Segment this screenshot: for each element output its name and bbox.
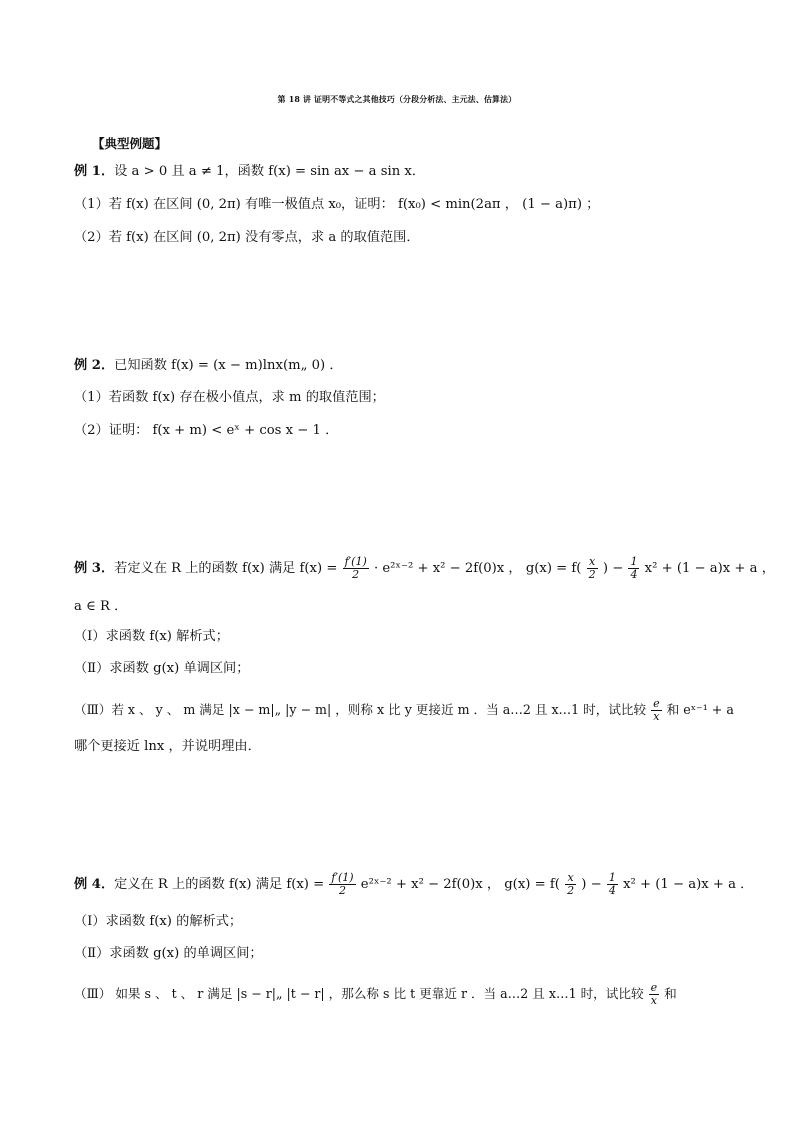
example-3-text-a: 若定义在 R 上的函数 f(x) 满足 f(x) = bbox=[114, 561, 338, 576]
fraction-denominator: 2 bbox=[588, 568, 596, 581]
example-2-part-1: （1）若函数 f(x) 存在极小值点，求 m 的取值范围； bbox=[74, 390, 385, 405]
example-3-text-c: ) − bbox=[602, 561, 624, 576]
example-3-text-b: · e²ˣ⁻² + x² − 2f(0)x ， g(x) = f( bbox=[373, 561, 582, 576]
example-4-label: 例 4． bbox=[74, 877, 115, 892]
example-4-part-3 bbox=[74, 982, 677, 1007]
fraction-f-prime bbox=[343, 556, 369, 581]
example-2-label: 例 2． bbox=[74, 358, 115, 373]
example-2-statement: 已知函数 f(x) = (x − m)lnx(m„ 0) ． bbox=[114, 358, 343, 373]
fraction-one-quarter bbox=[628, 556, 639, 581]
fraction-one-quarter bbox=[607, 872, 618, 897]
example-4-text-c: ) − bbox=[581, 877, 602, 892]
example-2-intro bbox=[74, 357, 343, 375]
example-2-part-2: （2）证明： f(x + m) < eˣ + cos x − 1 ． bbox=[74, 423, 339, 438]
example-3-text-d: x² + (1 − a)x + a ， bbox=[644, 561, 775, 576]
fraction-e-over-x bbox=[649, 982, 660, 1007]
section-label: 【典型例题】 bbox=[92, 136, 168, 151]
example-3-part-2: （Ⅱ）求函数 g(x) 单调区间； bbox=[74, 661, 250, 676]
example-1-statement: 设 a > 0 且 a ≠ 1，函数 f(x) = sin ax − a sin x． bbox=[114, 164, 426, 179]
fraction-denominator: x bbox=[650, 994, 657, 1007]
example-4-text-d: x² + (1 − a)x + a ． bbox=[623, 877, 754, 892]
fraction-denominator: 2 bbox=[567, 884, 575, 897]
fraction-e-over-x bbox=[651, 698, 662, 723]
fraction-denominator: 2 bbox=[338, 884, 346, 897]
example-1-part-1: （1）若 f(x) 在区间 (0, 2π) 有唯一极值点 x₀，证明： f(x₀) < min(2aπ ， (1 − a)π) ； bbox=[74, 197, 600, 212]
example-1-part-2: （2）若 f(x) 在区间 (0, 2π) 没有零点，求 a 的取值范围． bbox=[74, 230, 420, 245]
example-4-intro bbox=[74, 872, 753, 897]
fraction-numerator: 1 bbox=[630, 555, 638, 568]
example-3-intro-line-2: a ∈ R ． bbox=[74, 599, 128, 614]
fraction-denominator: 4 bbox=[608, 884, 616, 897]
example-4-part-3-text-b: 和 bbox=[664, 986, 677, 1001]
fraction-numerator: e bbox=[653, 697, 660, 710]
fraction-numerator: f′(1) bbox=[331, 871, 354, 884]
example-3-part-3 bbox=[74, 698, 734, 723]
example-3-intro bbox=[74, 556, 775, 581]
example-3-label: 例 3． bbox=[74, 561, 115, 576]
fraction-numerator: e bbox=[650, 981, 658, 994]
example-4-part-1: （Ⅰ）求函数 f(x) 的解析式； bbox=[74, 914, 243, 929]
example-3-part-3-line-2: 哪个更接近 lnx ，并说明理由． bbox=[74, 739, 261, 754]
fraction-denominator: x bbox=[653, 710, 660, 723]
page-title: 第 18 讲 证明不等式之其他技巧（分段分析法、主元法、估算法） bbox=[277, 95, 517, 104]
fraction-f-prime bbox=[329, 872, 355, 897]
fraction-x-half bbox=[587, 556, 598, 581]
fraction-numerator: f′(1) bbox=[344, 555, 367, 568]
fraction-denominator: 4 bbox=[630, 568, 638, 581]
example-3-part-3-text-b: 和 eˣ⁻¹ + a bbox=[666, 702, 734, 717]
example-3-part-3-text-a: （Ⅲ）若 x 、 y 、 m 满足 |x − m|„ |y − m| ，则称 x 比 y 更接近 m ．当 a…2 且 x…1 时，试比较 bbox=[74, 702, 647, 717]
fraction-numerator: x bbox=[565, 872, 576, 885]
example-4-part-3-text-a: （Ⅲ） 如果 s 、 t 、 r 满足 |s − r|„ |t − r| ，那么称 s 比 t 更靠近 r ．当 a…2 且 x…1 时，试比较 bbox=[74, 986, 644, 1001]
example-1-label: 例 1． bbox=[74, 164, 115, 179]
fraction-numerator: 1 bbox=[608, 871, 616, 884]
example-4-part-2: （Ⅱ）求函数 g(x) 的单调区间； bbox=[74, 946, 263, 961]
fraction-x-half bbox=[565, 872, 576, 897]
fraction-numerator: x bbox=[587, 556, 598, 569]
example-1-intro bbox=[74, 163, 425, 181]
example-3-part-1: （Ⅰ）求函数 f(x) 解析式； bbox=[74, 629, 229, 644]
example-4-text-a: 定义在 R 上的函数 f(x) 满足 f(x) = bbox=[114, 877, 325, 892]
fraction-denominator: 2 bbox=[352, 568, 360, 581]
example-4-text-b: e²ˣ⁻² + x² − 2f(0)x ， g(x) = f( bbox=[360, 877, 560, 892]
